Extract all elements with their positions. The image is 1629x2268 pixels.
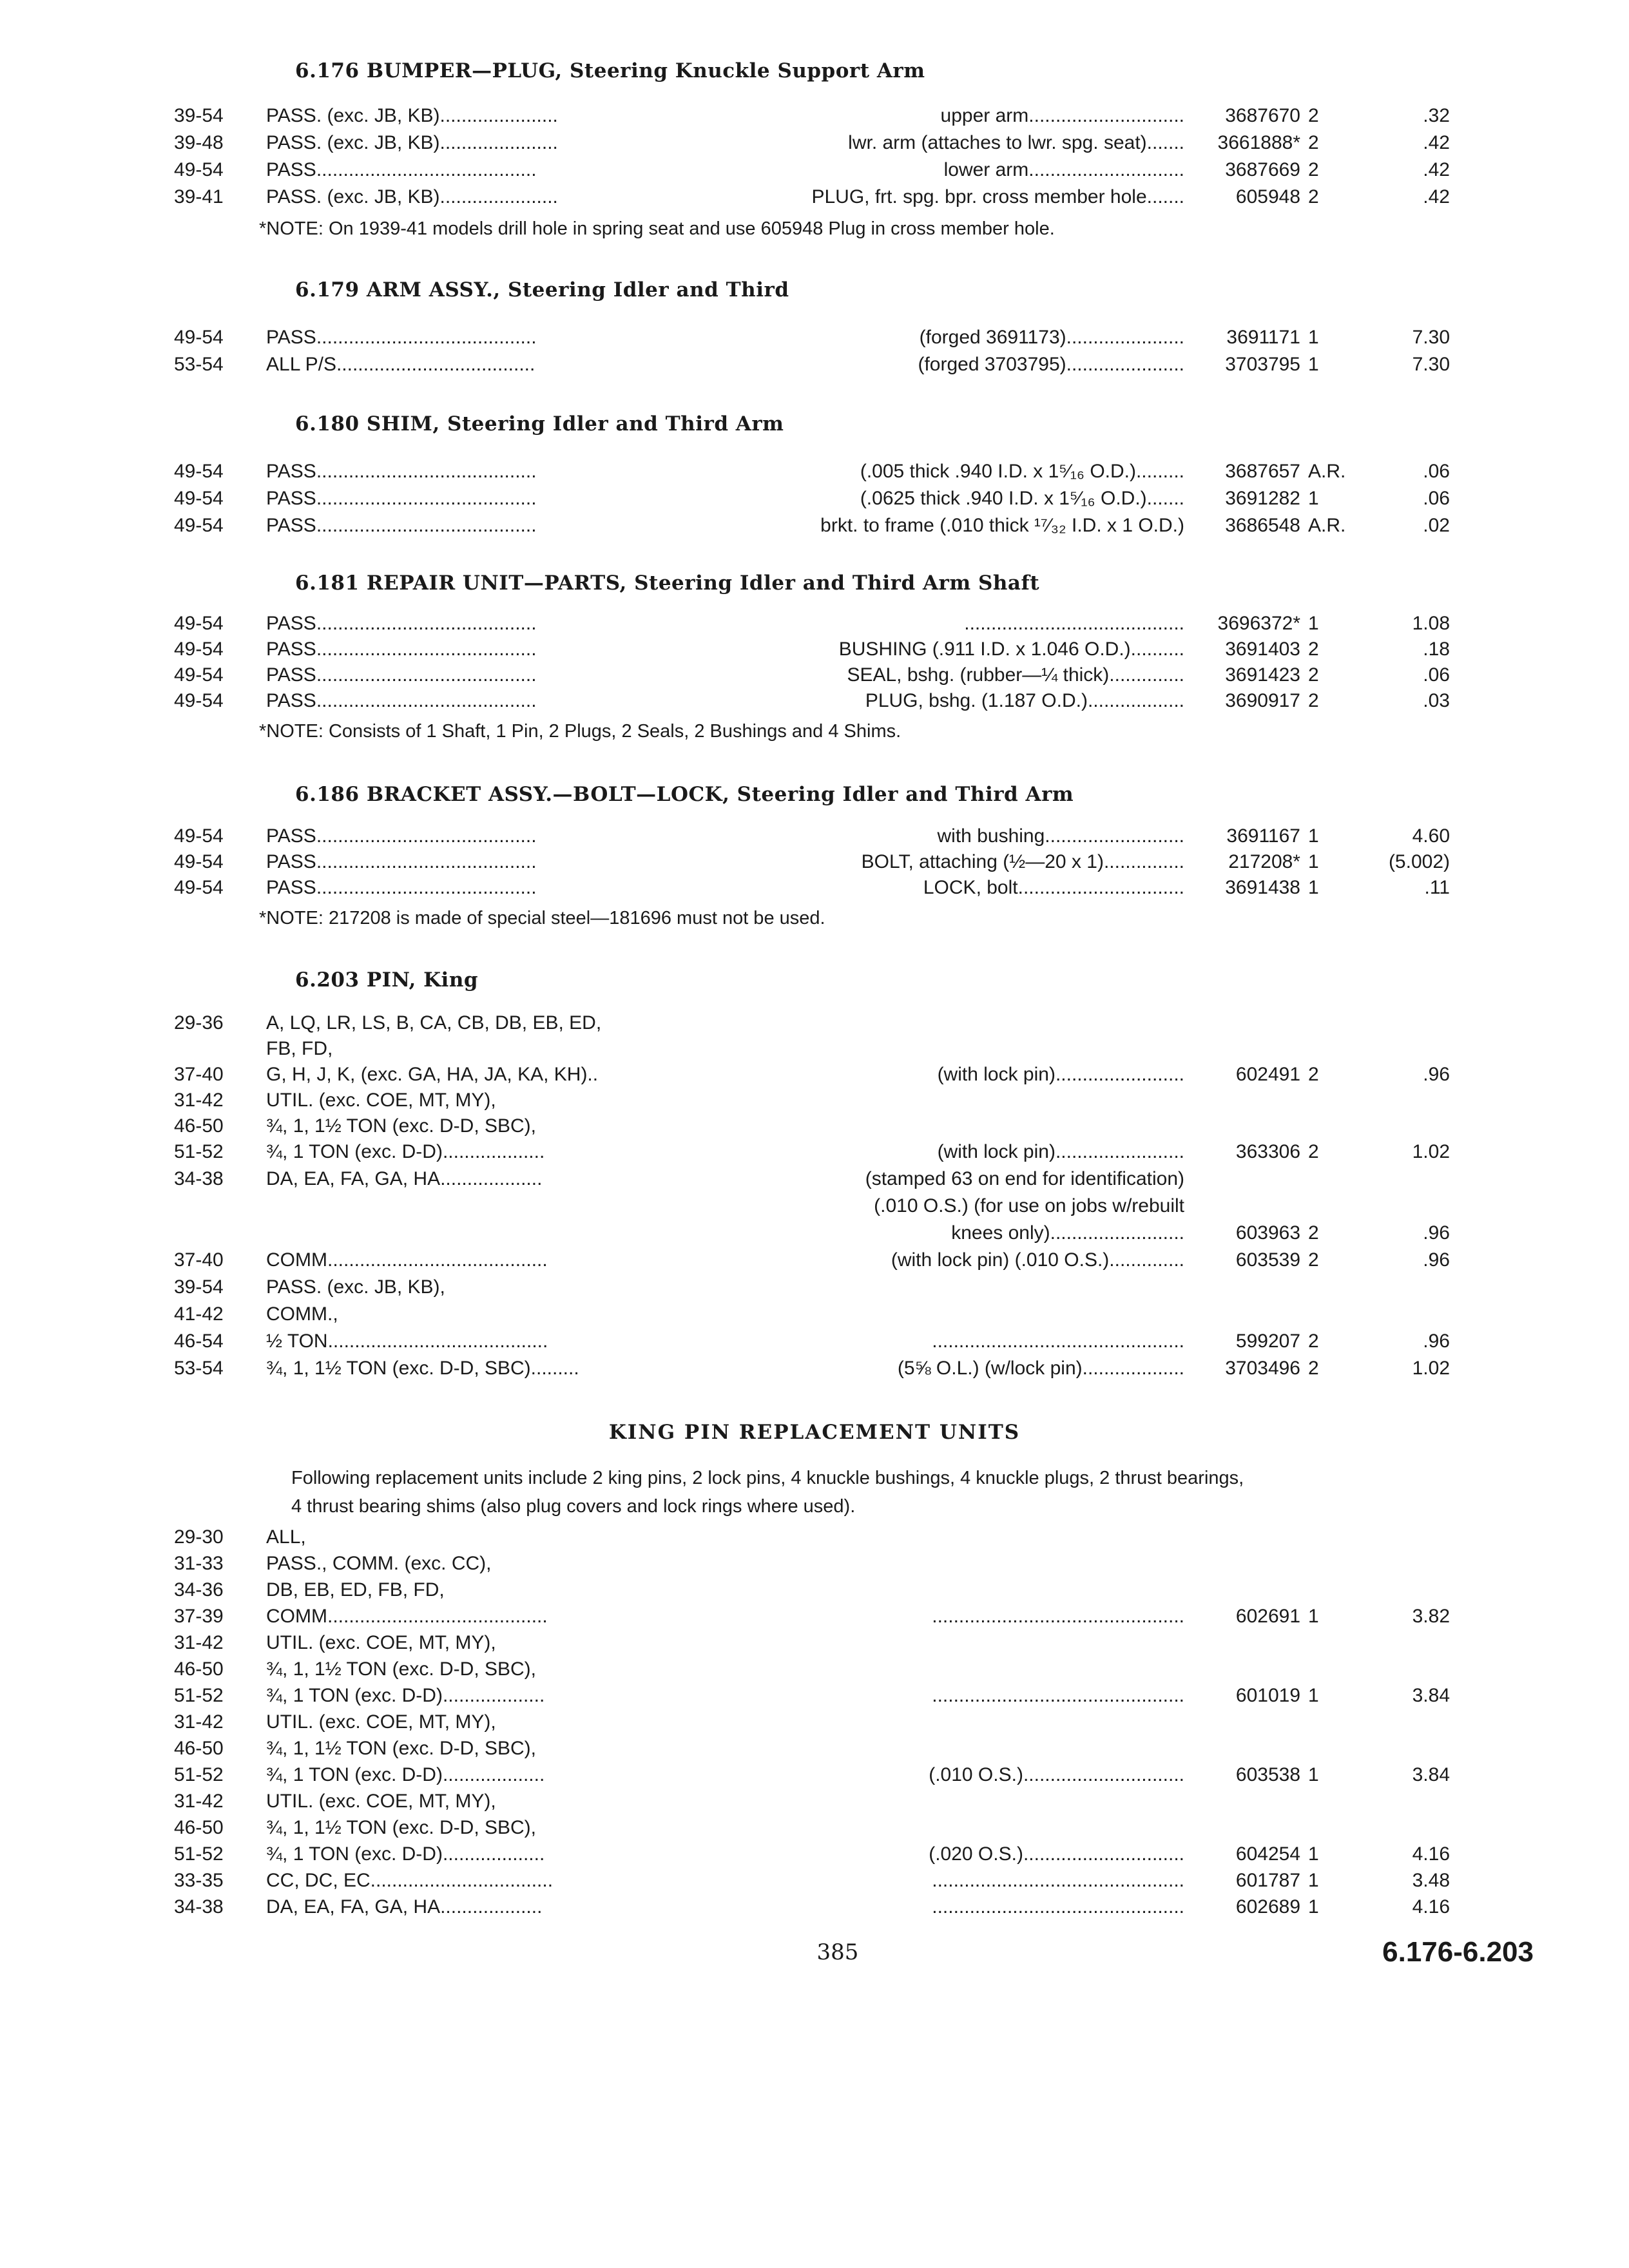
table-row <box>0 823 1629 852</box>
years-cell: 37-40 <box>174 1064 224 1085</box>
description-cell: ............................................... <box>932 1896 1184 1917</box>
part-number-cell: 603963 <box>1235 1222 1300 1244</box>
quantity-cell: 1 <box>1308 1606 1319 1627</box>
description-cell: (forged 3691173)...................... <box>919 327 1184 348</box>
quantity-cell: 1 <box>1308 825 1319 847</box>
price-cell: .18 <box>1423 639 1450 660</box>
price-cell: 3.48 <box>1412 1870 1450 1891</box>
years-cell: 49-54 <box>174 664 224 686</box>
table-row <box>0 1630 1629 1658</box>
section-note: *NOTE: On 1939-41 models drill hole in spring seat and use 605948 Plug in cross member hole. <box>259 218 1055 239</box>
models-cell: ¾, 1, 1½ TON (exc. D-D, SBC), <box>266 1115 537 1137</box>
description-cell: (.0625 thick .940 I.D. x 1⁵⁄₁₆ O.D.)....... <box>860 488 1184 509</box>
models-cell: CC, DC, EC.................................. <box>266 1870 554 1891</box>
models-cell: ¾, 1, 1½ TON (exc. D-D, SBC)......... <box>266 1358 579 1379</box>
quantity-cell: A.R. <box>1308 515 1346 536</box>
years-cell: 49-54 <box>174 327 224 348</box>
years-cell: 53-54 <box>174 354 224 375</box>
quantity-cell: A.R. <box>1308 461 1346 482</box>
part-number-cell: 363306 <box>1235 1141 1300 1162</box>
table-row <box>0 1193 1629 1222</box>
years-cell: 39-54 <box>174 1276 224 1298</box>
quantity-cell: 1 <box>1308 1870 1319 1891</box>
years-cell: 46-50 <box>174 1115 224 1137</box>
quantity-cell: 1 <box>1308 354 1319 375</box>
description-cell: ............................................... <box>932 1606 1184 1627</box>
years-cell: 49-54 <box>174 851 224 872</box>
models-cell: PASS. (exc. JB, KB), <box>266 1276 445 1298</box>
quantity-cell: 2 <box>1308 186 1319 207</box>
years-cell: 46-50 <box>174 1817 224 1838</box>
part-number-cell: 603539 <box>1235 1249 1300 1271</box>
description-cell: PLUG, bshg. (1.187 O.D.).................. <box>865 690 1184 711</box>
models-cell: DA, EA, FA, GA, HA................... <box>266 1168 543 1189</box>
quantity-cell: 1 <box>1308 1843 1319 1865</box>
models-cell: PASS......................................... <box>266 825 537 847</box>
table-row <box>0 1789 1629 1817</box>
models-cell: PASS......................................... <box>266 639 537 660</box>
description-cell: (stamped 63 on end for identification) <box>865 1168 1184 1189</box>
models-cell: PASS. (exc. JB, KB)...................... <box>266 132 558 153</box>
quantity-cell: 2 <box>1308 1222 1319 1244</box>
table-row <box>0 1220 1629 1249</box>
price-cell: .96 <box>1423 1064 1450 1085</box>
price-cell: 4.16 <box>1412 1843 1450 1865</box>
years-cell: 51-52 <box>174 1685 224 1706</box>
table-row <box>0 1302 1629 1330</box>
years-cell: 49-54 <box>174 461 224 482</box>
price-cell: 3.82 <box>1412 1606 1450 1627</box>
description-cell: (5⅝ O.L.) (w/lock pin)................... <box>897 1358 1184 1379</box>
description-cell: (.010 O.S.).............................. <box>929 1764 1184 1785</box>
part-number-cell: 3691403 <box>1225 639 1300 660</box>
table-row <box>0 875 1629 903</box>
years-cell: 53-54 <box>174 1358 224 1379</box>
description-cell: (forged 3703795)...................... <box>918 354 1184 375</box>
years-cell: 49-54 <box>174 825 224 847</box>
models-cell: COMM., <box>266 1303 338 1325</box>
table-row <box>0 1329 1629 1357</box>
years-cell: 49-54 <box>174 613 224 634</box>
models-cell: PASS......................................... <box>266 515 537 536</box>
models-cell: ¾, 1 TON (exc. D-D)................... <box>266 1764 545 1785</box>
part-number-cell: 602491 <box>1235 1064 1300 1085</box>
table-row <box>0 352 1629 380</box>
table-row <box>0 486 1629 514</box>
quantity-cell: 1 <box>1308 1896 1319 1917</box>
quantity-cell: 2 <box>1308 105 1319 126</box>
table-row <box>0 1868 1629 1896</box>
part-number-cell: 602689 <box>1235 1896 1300 1917</box>
description-cell: with bushing.......................... <box>937 825 1184 847</box>
table-row <box>0 1036 1629 1064</box>
section-note: *NOTE: Consists of 1 Shaft, 1 Pin, 2 Plugs, 2 Seals, 2 Bushings and 4 Shims. <box>259 721 901 742</box>
price-cell: .42 <box>1423 132 1450 153</box>
part-number-cell: 3691282 <box>1225 488 1300 509</box>
table-row <box>0 1062 1629 1090</box>
years-cell: 31-33 <box>174 1553 224 1574</box>
part-number-cell: 217208* <box>1228 851 1300 872</box>
models-cell: ¾, 1, 1½ TON (exc. D-D, SBC), <box>266 1658 537 1680</box>
price-cell: .06 <box>1423 461 1450 482</box>
models-cell: COMM......................................... <box>266 1249 548 1271</box>
models-cell: G, H, J, K, (exc. GA, HA, JA, KA, KH).. <box>266 1064 599 1085</box>
quantity-cell: 2 <box>1308 690 1319 711</box>
quantity-cell: 2 <box>1308 132 1319 153</box>
years-cell: 51-52 <box>174 1764 224 1785</box>
table-row <box>0 1139 1629 1168</box>
quantity-cell: 1 <box>1308 1685 1319 1706</box>
description-cell: (.005 thick .940 I.D. x 1⁵⁄₁₆ O.D.)......... <box>860 461 1184 482</box>
price-cell: .02 <box>1423 515 1450 536</box>
table-row <box>0 1683 1629 1711</box>
table-row <box>0 849 1629 878</box>
models-cell: ¾, 1 TON (exc. D-D)................... <box>266 1141 545 1162</box>
models-cell: ½ TON......................................... <box>266 1331 548 1352</box>
table-row <box>0 1356 1629 1384</box>
part-number-cell: 3687670 <box>1225 105 1300 126</box>
part-number-cell: 3691423 <box>1225 664 1300 686</box>
price-cell: 3.84 <box>1412 1685 1450 1706</box>
section-title: 6.181 REPAIR UNIT—PARTS, Steering Idler and Third Arm Shaft <box>295 572 1040 595</box>
table-row <box>0 1894 1629 1923</box>
part-number-cell: 3696372* <box>1217 613 1300 634</box>
quantity-cell: 2 <box>1308 639 1319 660</box>
years-cell: 49-54 <box>174 488 224 509</box>
part-number-cell: 3703795 <box>1225 354 1300 375</box>
models-cell: UTIL. (exc. COE, MT, MY), <box>266 1632 496 1653</box>
models-cell: ¾, 1, 1½ TON (exc. D-D, SBC), <box>266 1817 537 1838</box>
models-cell: PASS......................................... <box>266 461 537 482</box>
table-row <box>0 1010 1629 1039</box>
price-cell: .03 <box>1423 690 1450 711</box>
table-row <box>0 611 1629 639</box>
quantity-cell: 2 <box>1308 159 1319 180</box>
quantity-cell: 2 <box>1308 1249 1319 1271</box>
part-number-cell: 605948 <box>1235 186 1300 207</box>
price-cell: .42 <box>1423 159 1450 180</box>
description-cell: (with lock pin) (.010 O.S.).............. <box>891 1249 1184 1271</box>
years-cell: 49-54 <box>174 515 224 536</box>
description-cell: BOLT, attaching (½—20 x 1)............... <box>861 851 1184 872</box>
models-cell: PASS......................................... <box>266 690 537 711</box>
description-cell: BUSHING (.911 I.D. x 1.046 O.D.).......... <box>838 639 1184 660</box>
models-cell: PASS......................................... <box>266 159 537 180</box>
models-cell: ¾, 1, 1½ TON (exc. D-D, SBC), <box>266 1738 537 1759</box>
price-cell: .96 <box>1423 1331 1450 1352</box>
description-cell: knees only)......................... <box>951 1222 1184 1244</box>
years-cell: 37-40 <box>174 1249 224 1271</box>
models-cell: ¾, 1 TON (exc. D-D)................... <box>266 1685 545 1706</box>
table-row <box>0 688 1629 716</box>
table-row <box>0 1524 1629 1553</box>
section-title: 6.179 ARM ASSY., Steering Idler and Third <box>295 278 789 302</box>
section-title: 6.203 PIN, King <box>295 968 479 992</box>
years-cell: 51-52 <box>174 1843 224 1865</box>
quantity-cell: 1 <box>1308 851 1319 872</box>
years-cell: 31-42 <box>174 1711 224 1733</box>
quantity-cell: 2 <box>1308 1141 1319 1162</box>
models-cell: PASS......................................... <box>266 327 537 348</box>
part-number-cell: 602691 <box>1235 1606 1300 1627</box>
description-cell: (.020 O.S.).............................. <box>929 1843 1184 1865</box>
years-cell: 39-54 <box>174 105 224 126</box>
description-cell: ............................................... <box>932 1685 1184 1706</box>
description-cell: SEAL, bshg. (rubber—¼ thick).............. <box>847 664 1184 686</box>
years-cell: 46-54 <box>174 1331 224 1352</box>
price-cell: .11 <box>1424 877 1450 898</box>
section-note: *NOTE: 217208 is made of special steel—181696 must not be used. <box>259 908 825 928</box>
part-number-cell: 3687669 <box>1225 159 1300 180</box>
models-cell: PASS......................................... <box>266 488 537 509</box>
table-row <box>0 1762 1629 1791</box>
description-cell: brkt. to frame (.010 thick ¹⁷⁄₃₂ I.D. x 1 O.D.) <box>820 515 1184 536</box>
table-row <box>0 1274 1629 1303</box>
years-cell: 37-39 <box>174 1606 224 1627</box>
table-row <box>0 1709 1629 1738</box>
years-cell: 39-48 <box>174 132 224 153</box>
table-row <box>0 1166 1629 1195</box>
models-cell: ¾, 1 TON (exc. D-D)................... <box>266 1843 545 1865</box>
part-number-cell: 3686548 <box>1225 515 1300 536</box>
quantity-cell: 2 <box>1308 1358 1319 1379</box>
table-row <box>0 1736 1629 1764</box>
price-cell: .06 <box>1423 488 1450 509</box>
years-cell: 39-41 <box>174 186 224 207</box>
description-cell: ......................................... <box>964 613 1184 634</box>
years-cell: 49-54 <box>174 159 224 180</box>
part-number-cell: 603538 <box>1235 1764 1300 1785</box>
price-cell: 1.02 <box>1412 1141 1450 1162</box>
table-row <box>0 184 1629 213</box>
table-row <box>0 1088 1629 1116</box>
part-number-cell: 601787 <box>1235 1870 1300 1891</box>
king-pin-units-title: KING PIN REPLACEMENT UNITS <box>608 1421 1021 1444</box>
quantity-cell: 1 <box>1308 1764 1319 1785</box>
models-cell: UTIL. (exc. COE, MT, MY), <box>266 1791 496 1812</box>
models-cell: FB, FD, <box>266 1038 333 1059</box>
years-cell: 49-54 <box>174 690 224 711</box>
description-cell: ............................................... <box>932 1331 1184 1352</box>
price-cell: 4.60 <box>1412 825 1450 847</box>
models-cell: DA, EA, FA, GA, HA................... <box>266 1896 543 1917</box>
part-number-cell: 3661888* <box>1217 132 1300 153</box>
section-title: 6.180 SHIM, Steering Idler and Third Arm <box>295 412 784 436</box>
models-cell: DB, EB, ED, FB, FD, <box>266 1579 445 1600</box>
models-cell: PASS......................................... <box>266 877 537 898</box>
models-cell: PASS......................................... <box>266 851 537 872</box>
price-cell: (5.002) <box>1388 851 1450 872</box>
models-cell: PASS......................................... <box>266 613 537 634</box>
years-cell: 51-52 <box>174 1141 224 1162</box>
page-number: 385 <box>816 1939 859 1965</box>
price-cell: .06 <box>1423 664 1450 686</box>
part-number-cell: 604254 <box>1235 1843 1300 1865</box>
section-title: 6.176 BUMPER—PLUG, Steering Knuckle Support Arm <box>295 59 925 82</box>
years-cell: 41-42 <box>174 1303 224 1325</box>
price-cell: 1.08 <box>1412 613 1450 634</box>
price-cell: 7.30 <box>1412 327 1450 348</box>
years-cell: 49-54 <box>174 877 224 898</box>
years-cell: 33-35 <box>174 1870 224 1891</box>
quantity-cell: 1 <box>1308 877 1319 898</box>
years-cell: 29-30 <box>174 1526 224 1548</box>
section-title: 6.186 BRACKET ASSY.—BOLT—LOCK, Steering Idler and Third Arm <box>295 783 1074 806</box>
years-cell: 31-42 <box>174 1791 224 1812</box>
part-number-cell: 599207 <box>1235 1331 1300 1352</box>
price-cell: 1.02 <box>1412 1358 1450 1379</box>
table-row <box>0 513 1629 541</box>
price-cell: 3.84 <box>1412 1764 1450 1785</box>
models-cell: PASS. (exc. JB, KB)...................... <box>266 186 558 207</box>
table-row <box>0 157 1629 186</box>
quantity-cell: 2 <box>1308 1064 1319 1085</box>
table-row <box>0 325 1629 353</box>
table-row <box>0 1247 1629 1276</box>
price-cell: 7.30 <box>1412 354 1450 375</box>
table-row <box>0 1604 1629 1632</box>
description-cell: lwr. arm (attaches to lwr. spg. seat)....... <box>848 132 1184 153</box>
years-cell: 46-50 <box>174 1738 224 1759</box>
quantity-cell: 2 <box>1308 664 1319 686</box>
quantity-cell: 1 <box>1308 327 1319 348</box>
quantity-cell: 1 <box>1308 488 1319 509</box>
years-cell: 31-42 <box>174 1090 224 1111</box>
years-cell: 31-42 <box>174 1632 224 1653</box>
years-cell: 29-36 <box>174 1012 224 1033</box>
section-range: 6.176-6.203 <box>1382 1936 1534 1968</box>
years-cell: 34-38 <box>174 1896 224 1917</box>
quantity-cell: 1 <box>1308 613 1319 634</box>
table-row <box>0 1841 1629 1870</box>
description-cell: lower arm............................. <box>943 159 1184 180</box>
table-row <box>0 1657 1629 1685</box>
description-cell: LOCK, bolt............................... <box>923 877 1184 898</box>
years-cell: 34-36 <box>174 1579 224 1600</box>
years-cell: 49-54 <box>174 639 224 660</box>
description-cell: ............................................... <box>932 1870 1184 1891</box>
part-number-cell: 3703496 <box>1225 1358 1300 1379</box>
table-row <box>0 1551 1629 1579</box>
models-cell: UTIL. (exc. COE, MT, MY), <box>266 1090 496 1111</box>
models-cell: PASS......................................... <box>266 664 537 686</box>
table-row <box>0 1113 1629 1142</box>
description-cell: (with lock pin)........................ <box>937 1064 1184 1085</box>
table-row <box>0 130 1629 159</box>
quantity-cell: 2 <box>1308 1331 1319 1352</box>
price-cell: 4.16 <box>1412 1896 1450 1917</box>
king-pin-units-intro: Following replacement units include 2 king pins, 2 lock pins, 4 knuckle bushings, 4 knuckle plugs, 2 thrust bearings, 4 thrust bearing shims (also plug covers and lock rings where used). <box>291 1468 1244 1517</box>
models-cell: COMM......................................... <box>266 1606 548 1627</box>
part-number-cell: 601019 <box>1235 1685 1300 1706</box>
price-cell: .32 <box>1423 105 1450 126</box>
table-row <box>0 662 1629 691</box>
models-cell: A, LQ, LR, LS, B, CA, CB, DB, EB, ED, <box>266 1012 602 1033</box>
part-number-cell: 3691171 <box>1226 327 1300 348</box>
part-number-cell: 3690917 <box>1225 690 1300 711</box>
price-cell: .96 <box>1423 1222 1450 1244</box>
part-number-cell: 3691167 <box>1226 825 1300 847</box>
models-cell: UTIL. (exc. COE, MT, MY), <box>266 1711 496 1733</box>
models-cell: PASS. (exc. JB, KB)...................... <box>266 105 558 126</box>
table-row <box>0 1815 1629 1843</box>
table-row <box>0 459 1629 487</box>
table-row <box>0 103 1629 131</box>
price-cell: .96 <box>1423 1249 1450 1271</box>
description-cell: (.010 O.S.) (for use on jobs w/rebuilt <box>874 1195 1184 1216</box>
part-number-cell: 3691438 <box>1225 877 1300 898</box>
price-cell: .42 <box>1423 186 1450 207</box>
description-cell: (with lock pin)........................ <box>937 1141 1184 1162</box>
table-row <box>0 637 1629 665</box>
years-cell: 34-38 <box>174 1168 224 1189</box>
models-cell: ALL, <box>266 1526 306 1548</box>
years-cell: 46-50 <box>174 1658 224 1680</box>
models-cell: ALL P/S..................................... <box>266 354 535 375</box>
description-cell: upper arm............................. <box>940 105 1184 126</box>
description-cell: PLUG, frt. spg. bpr. cross member hole....... <box>811 186 1184 207</box>
table-row <box>0 1577 1629 1606</box>
models-cell: PASS., COMM. (exc. CC), <box>266 1553 492 1574</box>
part-number-cell: 3687657 <box>1225 461 1300 482</box>
